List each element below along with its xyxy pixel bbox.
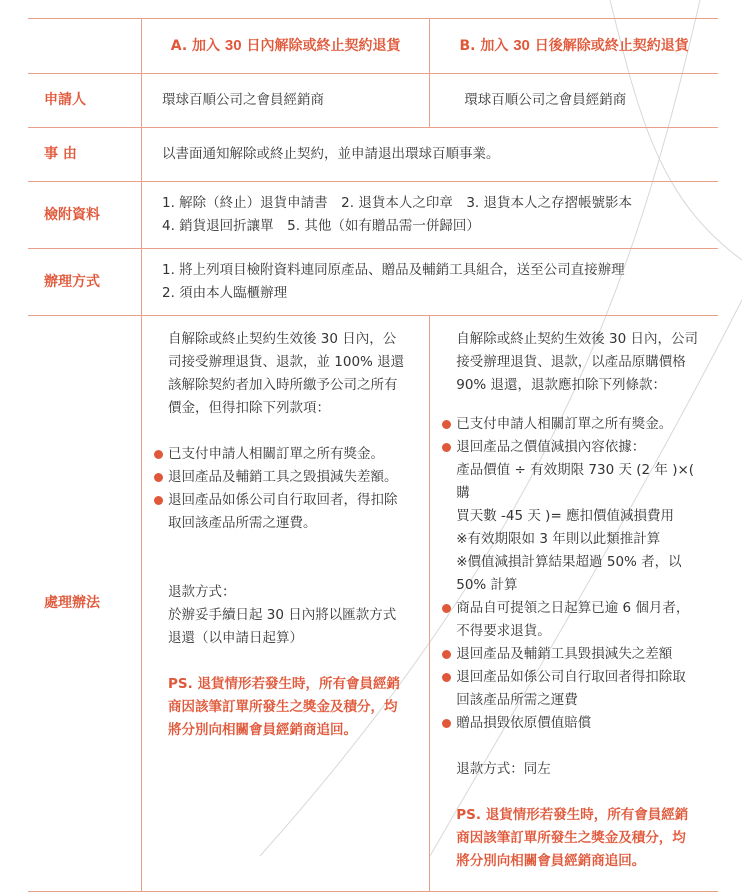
applicant-col-a: 環球百順公司之會員經銷商: [142, 74, 430, 128]
handling-b-bullet-5: 退回產品如係公司自行取回者得扣除取: [456, 666, 706, 689]
reason-text: 以書面通知解除或終止契約，並申請退出環球百順事業。: [142, 128, 719, 182]
handling-b-bullet-2-cont-3: ※有效期限如 3 年則以此類推計算: [456, 531, 661, 547]
header-b-num: 30: [513, 37, 530, 54]
handling-b-bullet-3-cont: 不得要求退貨。: [456, 623, 551, 639]
handling-b-bullet-2-cont-2: 買天數 -45 天 )= 應扣價值減損費用: [456, 508, 675, 524]
handling-a-refund-title: 退款方式：: [168, 584, 236, 600]
handling-a-intro-4: 價金，但得扣除下列款項：: [168, 400, 330, 416]
header-a-num: 30: [224, 37, 242, 54]
header-col-a: [142, 19, 430, 74]
reason-row: [28, 128, 718, 182]
handling-b-bullet-1: 已支付申請人相關訂單之所有獎金。: [456, 413, 706, 436]
handling-b-bullet-2-cont-5: 50% 計算: [456, 577, 518, 593]
refund-policy-table: [28, 18, 718, 892]
handling-b-bullet-3: 商品自可提領之日起算已逾 6 個月者，: [456, 597, 706, 620]
handling-b-bullet-2-cont-1: 產品價值 ÷ 有效期限 730 天 (2 年 )×( 購: [456, 462, 695, 501]
header-a-suffix: 解除或終止契約退貨: [274, 38, 401, 54]
handling-b-bullet-6: 贈品損毀依原價值賠償: [456, 712, 706, 735]
reason-label: 事 由: [28, 128, 142, 182]
header-col-b: [430, 19, 718, 74]
applicant-label: 申請人: [28, 74, 142, 128]
handling-b-bullet-5-cont: 回該產品所需之運費: [456, 692, 578, 708]
handling-a-refund-2: 退還（以申請日起算）: [168, 630, 303, 646]
header-blank-cell: [28, 19, 142, 74]
procedure-row: [28, 249, 718, 316]
procedure-line-2: 2. 須由本人臨櫃辦理: [162, 285, 288, 301]
handling-a-intro-1: 自解除或終止契約生效後 30 日內，公: [168, 331, 397, 347]
attachments-label: 檢附資料: [28, 182, 142, 249]
handling-b-bullet-4: 退回產品及輔銷工具毀損減失之差額: [456, 643, 706, 666]
handling-b-intro-3: 90% 退還，退款應扣除下列條款：: [456, 377, 667, 393]
handling-a-intro-2: 司接受辦理退貨、退款，並 100% 退還: [168, 354, 405, 370]
attachments-line-2: 4. 銷貨退回折讓單 5. 其他（如有贈品需一併歸回）: [162, 218, 480, 234]
attachments-line-1: 1. 解除（終止）退貨申請書 2. 退貨本人之印章 3. 退貨本人之存摺帳號影本: [162, 195, 633, 211]
procedure-text: [142, 249, 719, 316]
handling-b-ps-3: 將分別向相關會員經銷商追回。: [456, 853, 646, 869]
attachments-text: [142, 182, 719, 249]
handling-a-bullet-1: 已支付申請人相關訂單之所有獎金。: [168, 443, 411, 466]
handling-a-bullet-3: 退回產品如係公司自行取回者，得扣除: [168, 489, 411, 512]
procedure-line-1: 1. 將上列項目檢附資料連同原產品、贈品及輔銷工具組合，送至公司直接辦理: [162, 262, 625, 278]
handling-a-bullet-3-cont: 取回該產品所需之運費。: [168, 515, 317, 531]
header-b-suffix: 解除或終止契約退貨: [562, 38, 689, 54]
handling-b-bullet-2-cont-4: ※價值減損計算結果超過 50% 者，以: [456, 554, 682, 570]
header-b-mid: 日後: [529, 38, 563, 54]
handling-row: [28, 316, 718, 892]
handling-a-refund-1: 於辦妥手續日起 30 日內將以匯款方式: [168, 607, 397, 623]
attachments-row: [28, 182, 718, 249]
handling-label: 處理辦法: [28, 316, 142, 892]
header-a-prefix: A. 加入: [170, 38, 225, 54]
handling-b-ps-1: PS. 退貨情形若發生時，所有會員經銷: [456, 807, 689, 823]
handling-a-ps-2: 商因該筆訂單所發生之獎金及積分，均: [168, 699, 398, 715]
header-row: [28, 19, 718, 74]
handling-b-ps-2: 商因該筆訂單所發生之獎金及積分，均: [456, 830, 686, 846]
handling-col-b: [430, 316, 718, 892]
handling-b-refund: 退款方式：同左: [456, 761, 551, 777]
handling-a-bullet-2: 退回產品及輔銷工具之毀損減失差額。: [168, 466, 411, 489]
handling-a-ps-1: PS. 退貨情形若發生時，所有會員經銷: [168, 676, 400, 692]
applicant-col-b: 環球百順公司之會員經銷商: [430, 74, 718, 128]
handling-a-intro-3: 該解除契約者加入時所繳予公司之所有: [168, 377, 398, 393]
header-a-mid: 日內: [241, 38, 275, 54]
handling-b-intro-2: 接受辦理退貨、退款，以產品原購價格: [456, 354, 686, 370]
handling-a-ps-3: 將分別向相關會員經銷商追回。: [168, 722, 357, 738]
handling-col-a: [142, 316, 430, 892]
handling-b-bullet-2: 退回產品之價值減損內容依據：: [456, 436, 706, 459]
handling-b-intro-1: 自解除或終止契約生效後 30 日內，公司: [456, 331, 699, 347]
procedure-label: 辦理方式: [28, 249, 142, 316]
applicant-row: [28, 74, 718, 128]
header-b-prefix: B. 加入: [459, 38, 514, 54]
